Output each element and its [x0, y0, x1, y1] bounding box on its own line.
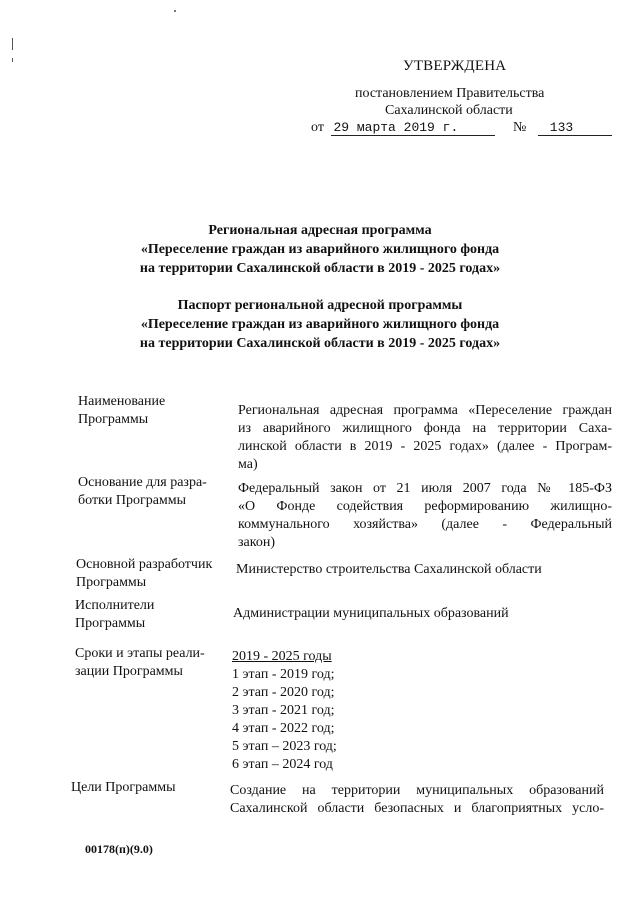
stage-item: 1 этап - 2019 год; — [232, 667, 335, 682]
approval-date: 29 марта 2019 г. — [331, 121, 495, 136]
program-title-line: «Переселение граждан из аварийного жилищного фонда — [140, 242, 500, 257]
stage-item: 2 этап - 2020 год; — [232, 685, 335, 700]
stage-item: 6 этап – 2024 год — [232, 757, 333, 772]
passport-row-label: Сроки и этапы реали- зации Программы — [75, 646, 205, 679]
passport-row-label: Наименование Программы — [78, 394, 166, 427]
passport-row-value — [232, 648, 606, 774]
program-title-line: на территории Сахалинской области в 2019 - 2025 годах» — [139, 261, 501, 276]
passport-row-label: Цели Программы — [71, 780, 176, 795]
approval-title: УТВЕРЖДЕНА — [403, 58, 507, 74]
passport-row-label: Исполнители Программы — [75, 598, 155, 631]
passport-row-label: Основной разработчик Программы — [76, 557, 213, 590]
passport-title-line: на территории Сахалинской области в 2019 - 2025 годах» — [139, 336, 501, 351]
approval-decree-line: постановлением Правительства — [355, 86, 545, 101]
passport-title — [0, 296, 640, 353]
scan-margin-mark — [12, 58, 13, 62]
stage-item: 5 этап – 2023 год; — [232, 739, 337, 754]
stages-period: 2019 - 2025 годы — [232, 649, 332, 664]
passport-row-label: Основание для разра- ботки Программы — [78, 475, 207, 508]
passport-title-line: Паспорт региональной адресной программы — [177, 298, 463, 313]
passport-row-value: Федеральный закон от 21 июля 2007 года № 185-ФЗ «О Фонде содействия реформированию жилищно- коммунального хозяйства» (далее - Федеральный закон) — [238, 481, 612, 550]
document-code: 00178(п)(9.0) — [85, 842, 153, 856]
passport-row-value: Региональная адресная программа «Переселение граждан из аварийного жилищного фонда на территории Саха- линской области в 2019 - 2025 годах» (далее - Програм- ма) — [238, 403, 612, 472]
stage-item: 4 этап - 2022 год; — [232, 721, 335, 736]
passport-row-value: Администрации муниципальных образований — [233, 606, 509, 621]
passport-title-line: «Переселение граждан из аварийного жилищного фонда — [140, 317, 500, 332]
date-prefix: от — [311, 120, 324, 135]
program-title — [0, 221, 640, 278]
scan-margin-mark — [12, 38, 13, 50]
approval-region-line: Сахалинской области — [385, 103, 513, 118]
passport-row-value: Создание на территории муниципальных образований Сахалинской области безопасных и благоприятных усло- — [230, 783, 604, 816]
program-title-line: Региональная адресная программа — [208, 223, 432, 238]
scan-dot — [174, 10, 176, 12]
approval-date-number-row — [311, 120, 612, 136]
passport-row-value: Министерство строительства Сахалинской области — [236, 562, 542, 577]
number-prefix: № — [512, 120, 527, 135]
stage-item: 3 этап - 2021 год; — [232, 703, 335, 718]
approval-number: 133 — [538, 121, 612, 136]
